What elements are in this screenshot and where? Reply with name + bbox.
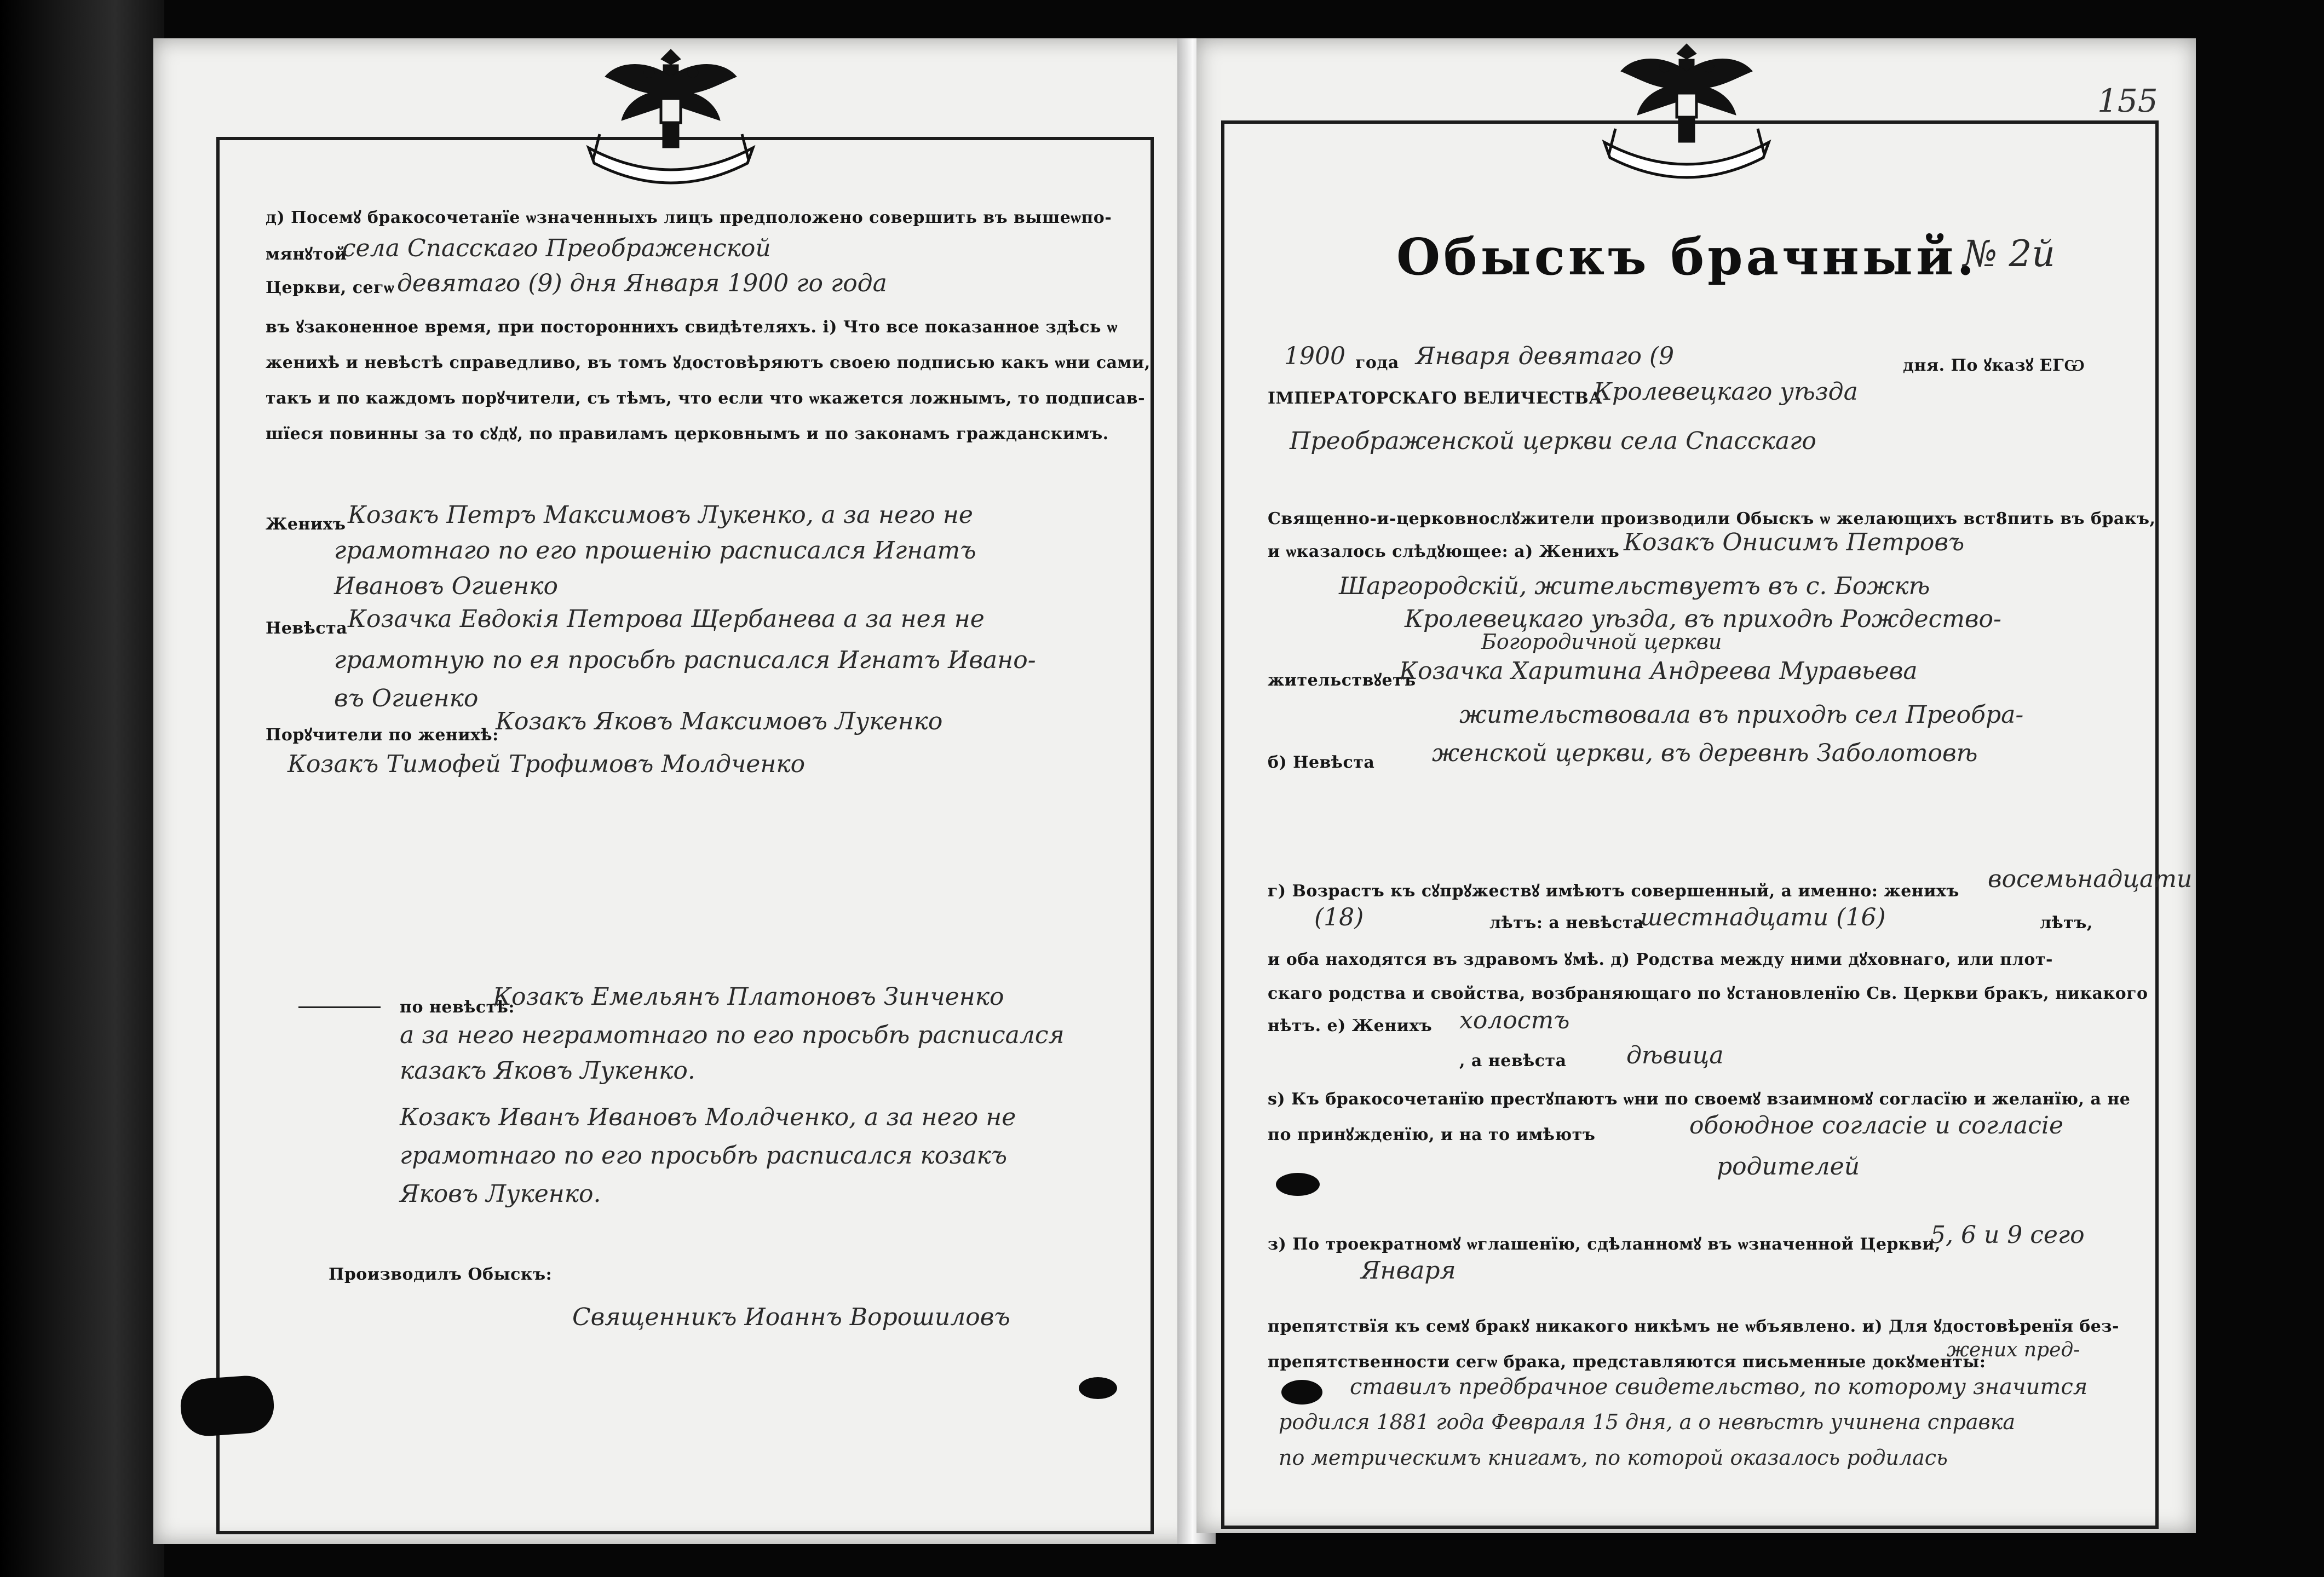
groom-signature-line-3: Ивановъ Огиенко	[334, 572, 559, 600]
banns-line: з) По троекратномꙋ ѡглашенїю, сдѣланномꙋ въ ѡзначенной Церкви,	[1268, 1235, 1941, 1254]
document-title: Обыскъ брачный.	[1396, 227, 1978, 286]
bride-guarantor-2-line-3: Яковъ Лукенко.	[400, 1180, 601, 1208]
groom-signature-line-2: грамотнаго по его прошенію расписался Игнатъ	[334, 537, 976, 565]
date-order-printed: дня. По ꙋказꙋ ЕГѠ	[1903, 356, 2085, 375]
bride-signature-line-2: грамотную по ея просьбѣ расписался Игнатъ Ивано-	[334, 646, 1036, 674]
documents-handwritten-1: жених пред-	[1947, 1339, 2080, 1361]
bride-signature-line-3: въ Огиенко	[334, 684, 479, 712]
imperial-eagle-emblem-left	[567, 38, 775, 186]
age-line-4: скаго родства и свойства, возбраняющаго по ꙋстановленїю Св. Церкви бракъ, никакого	[1268, 984, 2148, 1003]
age-line-3: и оба находятся въ здравомъ ꙋмѣ. д) Родства между ними дꙋховнаго, или плот-	[1268, 950, 2053, 969]
consent-handwritten-2: родителей	[1717, 1153, 1860, 1181]
documents-handwritten-3: родился 1881 года Февраля 15 дня, а о невѣстѣ учинена справка	[1279, 1410, 2016, 1434]
groom-guarantors-label: Порꙋчители по женихѣ:	[266, 726, 499, 745]
groom-info-line-4: Богородичной церкви	[1481, 630, 1722, 654]
date-year-label: года	[1355, 353, 1399, 372]
seal-wax-blot-right-2	[1281, 1380, 1322, 1405]
age-line-2-end: лѣтъ,	[2040, 913, 2093, 933]
bride-signature-line-1: Козачка Евдокія Петрова Щербанева а за нея не	[348, 605, 985, 633]
groom-info-line-1: Козакъ Онисимъ Петровъ	[1624, 528, 1965, 556]
consent-handwritten-1: обоюдное согласіе и согласіе	[1689, 1112, 2064, 1139]
para-d-line-2-label: мянꙋтой	[266, 245, 347, 264]
bride-guarantor-1-line-1: Козакъ Емельянъ Платоновъ Зинченко	[493, 983, 1004, 1011]
age-line-2: лѣтъ: а невѣста	[1489, 913, 1644, 933]
bride-info-line-2: жительствовала въ приходѣ сел Преобра-	[1459, 701, 2024, 729]
bride-guarantor-2-line-1: Козакъ Иванъ Ивановъ Молдченко, а за него не	[400, 1103, 1016, 1131]
bride-info-line-3: женской церкви, въ деревнѣ Заболотовѣ	[1432, 739, 1978, 767]
consent-line-1: ѕ) Къ бракосочетанїю престꙋпаютъ ѡни по своемꙋ взаимномꙋ согласїю и желанїю, а не	[1268, 1090, 2131, 1109]
document-number: № 2й	[1963, 233, 2055, 275]
bride-info-line-1: Козачка Харитина Андреева Муравьева	[1399, 657, 1918, 685]
left-blank-dash	[298, 1006, 381, 1008]
consent-line-2: по принꙋжденїю, и на то имѣютъ	[1268, 1125, 1596, 1144]
banns-handwritten-2: Января	[1361, 1257, 1456, 1285]
groom-guarantor-1: Козакъ Яковъ Максимовъ Лукенко	[496, 707, 943, 735]
age-line-1: г) Возрастъ къ сꙋпрꙋжествꙋ имѣютъ совершенный, а именно: женихъ	[1268, 882, 1959, 901]
left-date-handwritten: девятаго (9) дня Января 1900 го года	[397, 269, 887, 297]
residence-label: жительствꙋетъ	[1268, 671, 1416, 690]
age-bride-handwritten: шестнадцати (16)	[1640, 903, 1886, 931]
groom-signature-label: Женихъ	[266, 515, 346, 534]
seal-wax-blot-right-1	[1276, 1173, 1320, 1196]
para-d-line-6: такъ и по каждомъ порꙋчители, съ тѣмъ, что если что ѡкажется ложнымъ, то подписав-	[266, 389, 1146, 408]
bride-label: б) Невѣста	[1268, 753, 1375, 772]
banns-handwritten-1: 5, 6 и 9 сего	[1930, 1221, 2085, 1249]
left-page	[153, 38, 1199, 1544]
documents-handwritten-2: ставилъ предбрачное свидетельство, по которому значится	[1350, 1374, 2088, 1400]
clergy-line: Священно-и-церковнослꙋжители производили Обыскъ ѡ желающихъ вст8пить въ бракъ,	[1268, 509, 2156, 528]
groom-info-line-2: Шаргородскій, жительствуетъ въ с. Божкѣ	[1339, 572, 1930, 600]
bride-guarantor-1-line-2: а за него неграмотнаго по его просьбѣ расписался	[400, 1021, 1065, 1049]
bride-signature-label: Невѣста	[266, 619, 348, 638]
imperial-majesty-label: ІМПЕРАТОРСКАГО ВЕЛИЧЕСТВА	[1268, 389, 1603, 408]
groom-guarantor-2: Козакъ Тимофей Трофимовъ Молдченко	[287, 750, 806, 778]
uezd-handwritten: Кролевецкаго уѣзда	[1594, 378, 1858, 406]
date-year-handwritten: 1900	[1284, 342, 1345, 370]
para-d-line-7: шїеся повинны за то сꙋдꙋ, по правиламъ церковнымъ и по законамъ гражданскимъ.	[266, 424, 1109, 444]
groom-status-handwritten: холостъ	[1459, 1006, 1570, 1034]
church-handwritten: Преображенской церкви села Спасскаго	[1290, 427, 1816, 455]
page-number: 155	[2097, 82, 2158, 119]
bride-guarantor-2-line-2: грамотнаго по его просьбѣ расписался козакъ	[400, 1142, 1008, 1170]
groom-signature-line-1: Козакъ Петръ Максимовъ Лукенко, а за него не	[348, 501, 973, 529]
left-church-handwritten: села Спасскаго Преображенской	[342, 234, 771, 262]
imperial-eagle-emblem-right	[1583, 33, 1791, 181]
impediment-line-2: препятственности сегѡ брака, представляются письменные докꙋменты:	[1268, 1352, 1986, 1372]
bride-guarantor-1-line-3: казакъ Яковъ Лукенко.	[400, 1057, 695, 1085]
groom-info-line-3: Кролевецкаго уѣзда, въ приходѣ Рождество-	[1405, 605, 2001, 633]
date-month-day-handwritten: Января девятаго (9	[1416, 342, 1675, 370]
bride-status-label: , а невѣста	[1459, 1051, 1567, 1070]
right-page	[1196, 38, 2196, 1533]
age-line-5: нѣтъ. е) Женихъ	[1268, 1016, 1433, 1035]
bride-guarantors-label: по невѣстѣ:	[400, 998, 515, 1017]
book-tab-shadow	[179, 1374, 276, 1438]
para-d-line-3-label: Церкви, сегѡ	[266, 278, 394, 297]
book-binding-shadow	[0, 0, 164, 1577]
seal-wax-blot-left	[1079, 1377, 1117, 1399]
bride-status-handwritten: дѣвица	[1626, 1041, 1724, 1069]
age-groom-number: (18)	[1314, 903, 1364, 931]
para-d-line-1: д) Посемꙋ бракосочетанїе ѡзначенныхъ лицъ предположено совершить въ вышеѡпо-	[266, 208, 1112, 227]
found-line: и ѡказалось слѣдꙋющее: а) Женихъ	[1268, 542, 1620, 561]
investigator-signature: Священникъ Иоаннъ Ворошиловъ	[572, 1303, 1010, 1331]
age-groom-handwritten: восемьнадцати	[1988, 865, 2193, 893]
investigator-label: Производилъ Обыскъ:	[329, 1265, 553, 1284]
para-d-line-5: женихѣ и невѣстѣ справедливо, въ томъ ꙋдостовѣряютъ своею подписью какъ ѡни сами,	[266, 353, 1151, 372]
impediment-line-1: препятствїя къ семꙋ бракꙋ никакого никѣмъ не ѡбъявлено. и) Для ꙋдостовѣренїя без-	[1268, 1317, 2119, 1336]
para-d-line-4: въ ꙋзаконенное время, при постороннихъ свидѣтеляхъ. і) Что все показанное здѣсь ѡ	[266, 318, 1118, 337]
documents-handwritten-4: по метрическимъ книгамъ, по которой оказалось родилась	[1279, 1446, 1948, 1470]
